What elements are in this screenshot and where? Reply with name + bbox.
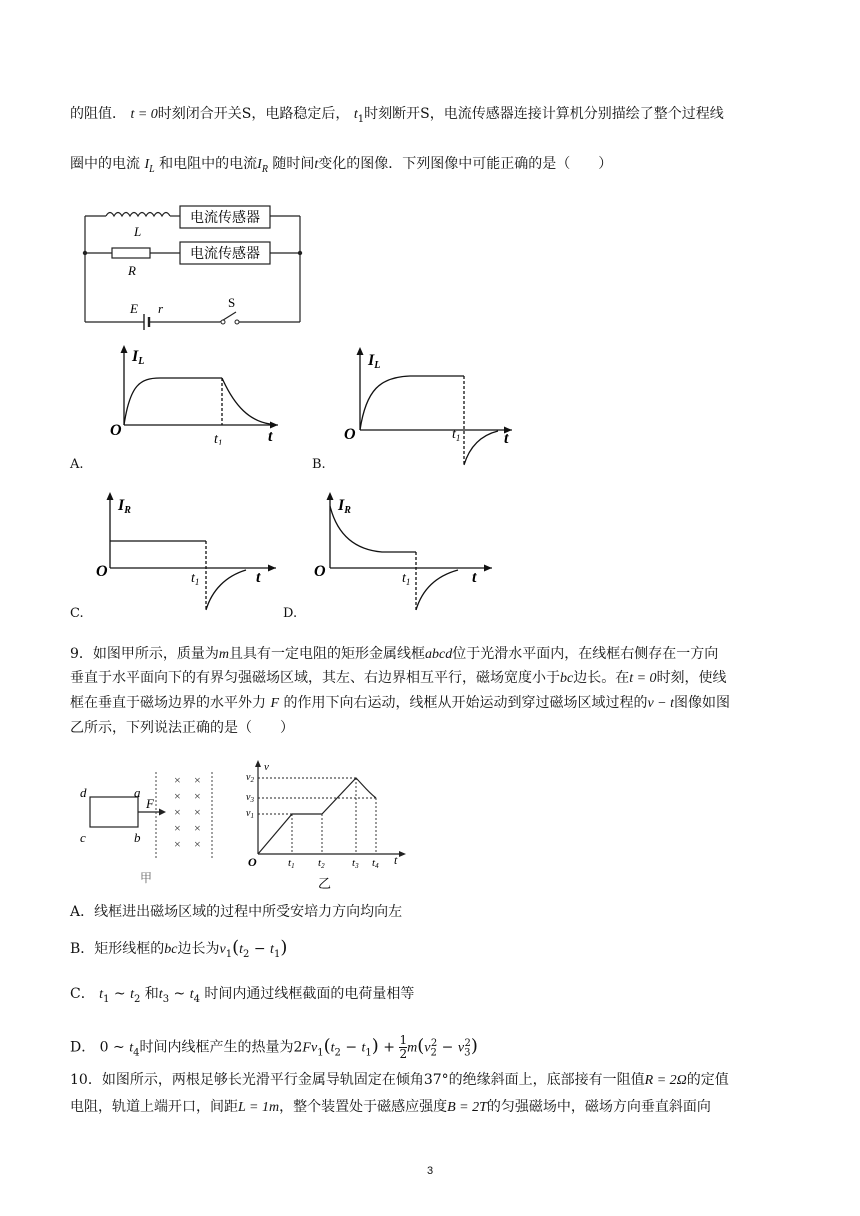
svg-text:t: t: [394, 853, 398, 867]
svg-text:t: t: [504, 430, 509, 447]
svg-text:×: ×: [194, 837, 201, 851]
q10-text-line2: 电阻，轨道上端开口，间距L = 1m，整个装置处于磁感应强度B = 2T的匀强磁场中，磁场方向垂直斜面向: [70, 1099, 711, 1115]
svg-text:IR: IR: [118, 497, 131, 516]
svg-text:O: O: [248, 855, 257, 869]
svg-text:F: F: [146, 796, 154, 811]
svg-text:t4: t4: [372, 857, 379, 870]
svg-text:t1: t1: [288, 857, 295, 870]
q9-text-line1: 9．如图甲所示，质量为m且具有一定电阻的矩形金属线框abcd位于光滑水平面内，在线框右侧存在一方向: [70, 646, 719, 662]
q9-text-line4: 乙所示，下列说法正确的是（ ）: [70, 720, 294, 736]
svg-text:v1: $v_1$: [246, 808, 254, 820]
q9-option-d: D． 0 ~ $t_4$时间内线框产生的热量为$2Fv_1(t_2 - t_1)$ + $\frac{1}{2}$ $m(v_2^2 - v_3^2)$: [70, 1033, 478, 1062]
svg-text:t1: $t_1$: [191, 571, 200, 587]
resistor-label: R: [128, 263, 136, 278]
page-number: 3: [426, 1165, 434, 1177]
svg-text:t3: t3: [352, 857, 359, 870]
q9-option-b: B．矩形线框的bc边长为$v_1(t_2 - t_1)$: [70, 937, 288, 960]
switch-label: S: [228, 295, 236, 310]
inductor-label: L: [134, 224, 142, 239]
graph-d: [312, 492, 502, 617]
q8-text-line1: 的阻值． t = 0时刻闭合开关S，电路稳定后， $t_1$时刻断开S，电流传感器连接计算机分别描绘了整个过程线: [70, 106, 724, 125]
internal-resistance-label: r: [158, 301, 164, 316]
svg-text:t1: $t_1$: [452, 427, 461, 443]
graph-a: [110, 345, 290, 445]
svg-text:O: O: [96, 563, 108, 580]
q9-text-line2: 垂直于水平面向下的有界匀强磁场区域，其左、右边界相互平行，磁场宽度小于bc边长。在t = 0时刻，使线: [70, 670, 727, 686]
circuit-diagram: [78, 200, 318, 330]
svg-text:IL: IL: [132, 348, 145, 367]
figure-jia: [76, 770, 226, 890]
svg-text:×: ×: [174, 773, 181, 787]
svg-text:O: O: [314, 563, 326, 580]
sensor-label-1: 电流传感器: [190, 210, 260, 226]
svg-text:b: b: [134, 830, 141, 845]
figure-yi-vt-graph: [244, 758, 414, 896]
option-a-label: A.: [70, 457, 84, 472]
svg-text:O: O: [344, 426, 356, 443]
svg-text:×: ×: [194, 789, 201, 803]
svg-text:×: ×: [194, 821, 201, 835]
svg-text:×: ×: [194, 805, 201, 819]
svg-text:v: v: [264, 761, 269, 773]
svg-text:t: t: [472, 569, 477, 586]
graph-c: [96, 492, 286, 617]
svg-text:t1: $t_1$: [214, 432, 223, 445]
q10-text-line1: 10．如图所示，两根足够长光滑平行金属导轨固定在倾角37°的绝缘斜面上，底部接有一阻值R = 2Ω的定值: [70, 1072, 729, 1088]
svg-text:v2: $v_2$: [246, 772, 254, 784]
svg-text:×: ×: [174, 837, 181, 851]
svg-text:t: t: [256, 569, 261, 586]
q9-option-c: C． $t_1$ ~ $t_2$ 和$t_3$ ~ $t_4$ 时间内通过线框截面的电荷量相等: [70, 986, 415, 1005]
svg-text:t: t: [268, 428, 273, 445]
svg-text:d: d: [80, 785, 87, 800]
svg-text:t1: $t_1$: [402, 571, 411, 587]
svg-text:×: ×: [174, 805, 181, 819]
svg-text:IR: IR: [338, 497, 351, 516]
svg-text:a: a: [134, 785, 141, 800]
q9-text-line3: 框在垂直于磁场边界的水平外力 F 的作用下向右运动，线框从开始运动到穿过磁场区域过程的v − t图像如图: [70, 695, 731, 711]
option-c-label: C.: [70, 606, 84, 621]
sensor-label-2: 电流传感器: [190, 246, 260, 262]
svg-text:甲: 甲: [140, 871, 153, 885]
q8-text-line2: 圈中的电流 $I_L$ 和电阻中的电流$I_R$ 随时间t变化的图像．下列图像中可能正确的是（ ）: [70, 156, 613, 175]
svg-text:v3: $v_3$: [246, 792, 254, 804]
svg-text:O: O: [110, 422, 122, 439]
svg-text:t2: t2: [318, 857, 325, 870]
graph-b: [340, 345, 520, 475]
svg-text:×: ×: [174, 821, 181, 835]
svg-text:IL: IL: [368, 352, 381, 371]
option-d-label: D.: [283, 606, 298, 621]
svg-text:c: c: [80, 830, 86, 845]
emf-label: E: [130, 301, 138, 316]
option-b-label: B.: [312, 457, 326, 472]
svg-text:乙: 乙: [318, 877, 332, 892]
svg-text:×: ×: [174, 789, 181, 803]
q9-option-a: A．线框进出磁场区域的过程中所受安培力方向均向左: [70, 904, 403, 920]
svg-text:×: ×: [194, 773, 201, 787]
